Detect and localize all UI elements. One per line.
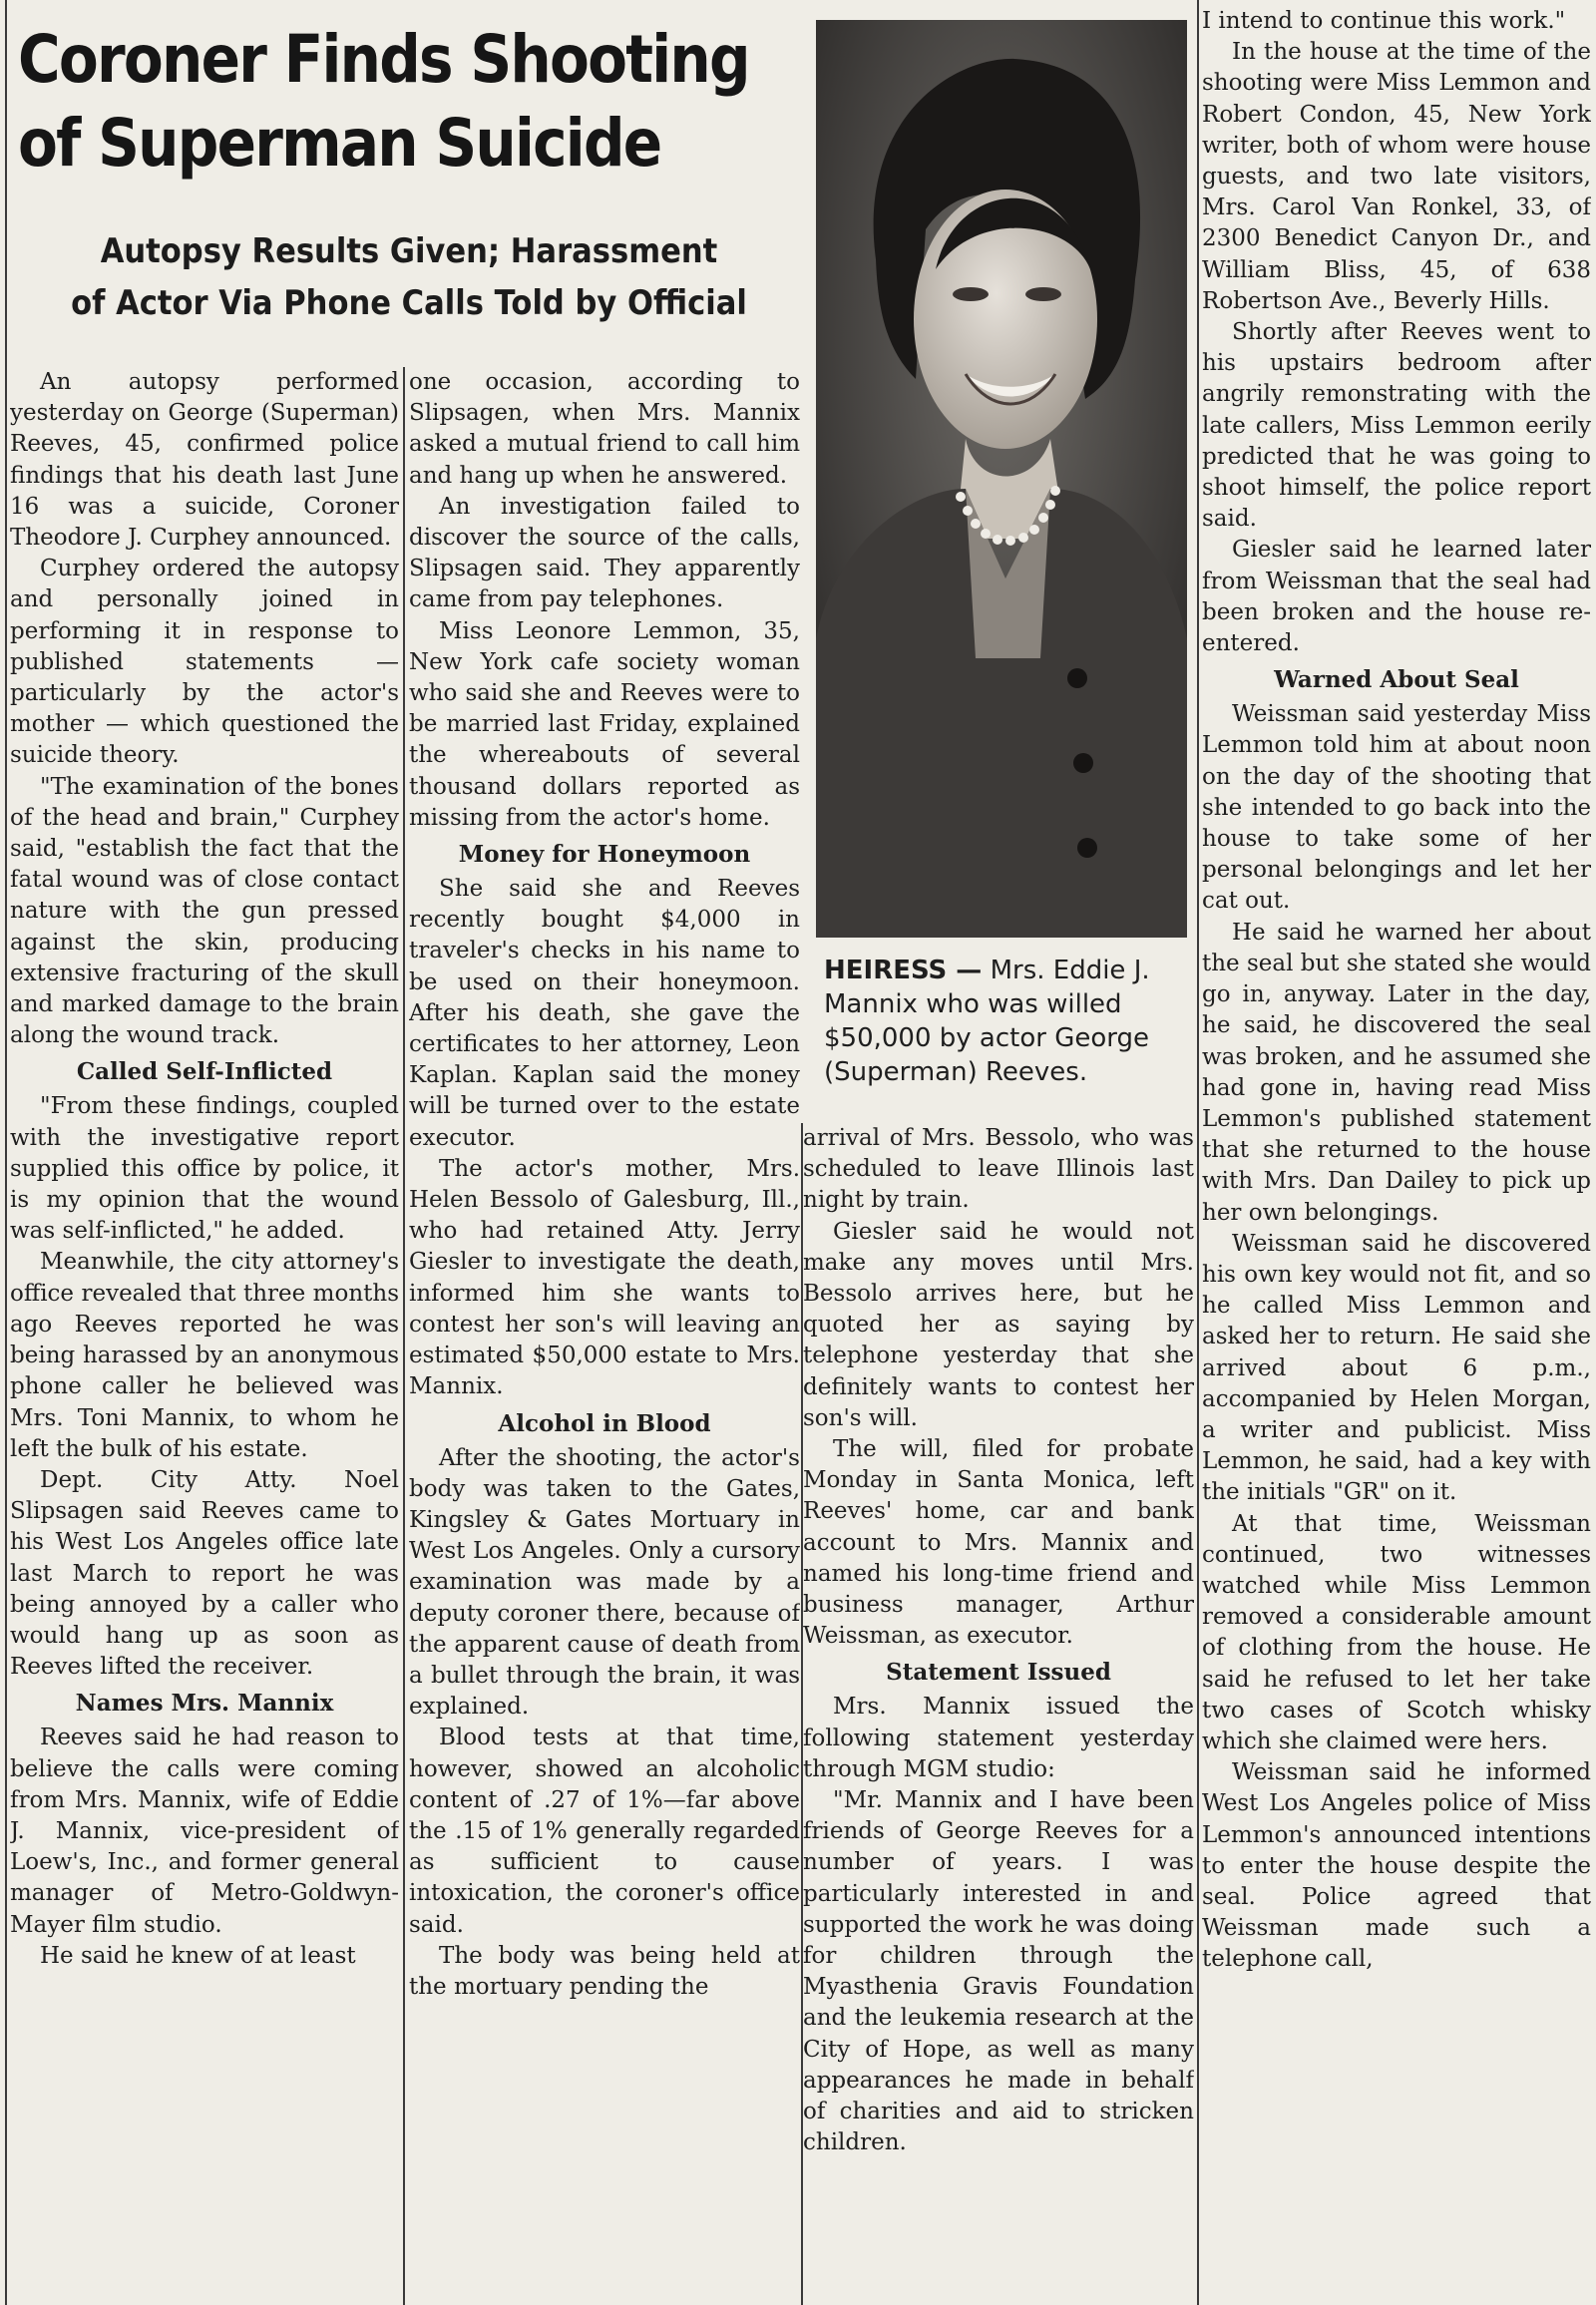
article-paragraph: one occasion, according to Slipsagen, when Mrs. Mannix asked a mutual friend to call him and hang up when he answered. — [409, 369, 800, 489]
article-paragraph: The will, filed for probate Monday in Santa Monica, left Reeves' home, car and bank account to Mrs. Mannix and named his long-time friend and business manager, Arthur Weissman, as executor. — [803, 1436, 1194, 1650]
article-paragraph: "The examination of the bones of the head and brain," Curphey said, "establish the fact that the fatal wound was of close contact nature with the gun pressed against the skin, producing extensive fracturing of the skull and marked damage to the brain along the wound track. — [10, 773, 399, 1049]
portrait-photo — [816, 20, 1187, 938]
article-paragraph: Weissman said he informed West Los Angeles police of Miss Lemmon's announced intentions to enter the house despite the seal. Police agreed that Weissman made such a telephone call, — [1202, 1759, 1591, 1973]
article-paragraph: He said he warned her about the seal but she stated she would go in, anyway. Later in the day, he said, he discovered the seal was broken, and he assumed she had gone in, having read Miss Lemmon's published statement that she returned to the house with Mrs. Dan Dailey to pick up her own belongings. — [1202, 919, 1591, 1226]
article-paragraph: Giesler said he would not make any moves until Mrs. Bessolo arrives here, but he quoted her as saying by telephone yesterday that she definitely wants to contest her son's will. — [803, 1218, 1194, 1431]
article-paragraph: The body was being held at the mortuary pending the — [409, 1942, 800, 2000]
subheadline-line: of Actor Via Phone Calls Told by Official — [71, 283, 747, 323]
headline — [18, 18, 749, 186]
column-rule — [403, 367, 405, 2305]
section-subhead: Names Mrs. Mannix — [75, 1690, 334, 1718]
subheadline — [68, 225, 750, 329]
article-paragraph: Weissman said yesterday Miss Lemmon told him at about noon on the day of the shooting that she intended to go back into the house to take some of her personal belongings and let her cat out. — [1202, 701, 1591, 915]
article-paragraph: In the house at the time of the shooting were Miss Lemmon and Robert Condon, 45, New York writer, both of whom were house guests, and two late visitors, Mrs. Carol Van Ronkel, 33, of 2300 Benedict Canyon Dr., and William Bliss, 45, of 638 Robertson Ave., Beverly Hills. — [1202, 39, 1591, 314]
article-paragraph: "From these findings, coupled with the investigative report supplied this office by police, it is my opinion that the wound was self-inflicted," he added. — [10, 1093, 399, 1245]
caption-lead: HEIRESS — — [824, 956, 983, 985]
article-paragraph: Meanwhile, the city attorney's office revealed that three months ago Reeves reported he was being harassed by an anonymous phone caller he believed was Mrs. Toni Mannix, to whom he left the bulk of his estate. — [10, 1249, 399, 1462]
article-paragraph: "Mr. Mannix and I have been friends of George Reeves for a number of years. I was particularly interested in and supported the work he was doing for children through the Myasthenia Gravis Foundation and the leukemia research at the City of Hope, as well as many appearances he made in behalf of charities and aid to stricken children. — [803, 1787, 1194, 2156]
section-subhead: Money for Honeymoon — [458, 841, 751, 869]
headline-line: Coroner Finds Shooting — [18, 21, 749, 98]
article-paragraph: Miss Leonore Lemmon, 35, New York cafe society woman who said she and Reeves were to be married last Friday, explained the whereabouts of several thousand dollars reported as missing from the actor's home. — [409, 617, 800, 831]
portrait-image — [816, 20, 1187, 938]
section-subhead: Statement Issued — [886, 1659, 1111, 1687]
section-subhead: Warned About Seal — [1274, 666, 1519, 694]
article-paragraph: I intend to continue this work." — [1202, 8, 1566, 34]
article-paragraph: At that time, Weissman continued, two witnesses watched while Miss Lemmon removed a considerable amount of clothing from the house. He said he refused to let her take two cases of Scotch whisky which she claimed were hers. — [1202, 1510, 1591, 1754]
article-paragraph: arrival of Mrs. Bessolo, who was scheduled to leave Illinois last night by train. — [803, 1125, 1194, 1214]
article-paragraph: Weissman said he discovered his own key would not fit, and so he called Miss Lemmon and asked her to return. He said she arrived about 6 p.m., accompanied by Helen Morgan, a writer and publicist. Miss Lemmon, he said, had a key with the initials "GR" on it. — [1202, 1230, 1591, 1506]
article-column-1 — [10, 367, 399, 2305]
subheadline-line: Autopsy Results Given; Harassment — [100, 231, 718, 271]
article-column-3 — [803, 1123, 1194, 2305]
article-paragraph: Reeves said he had reason to believe the calls were coming from Mrs. Mannix, wife of Eddie J. Mannix, vice-president of Loew's, Inc., and former general manager of Metro-Goldwyn-Mayer film studio. — [10, 1725, 399, 1938]
section-subhead: Alcohol in Blood — [498, 1409, 711, 1437]
article-column-2 — [409, 367, 800, 2305]
column-rule — [1197, 0, 1199, 2305]
article-paragraph: She said she and Reeves recently bought $4,000 in traveler's checks in his name to be used on their honeymoon. After his death, she gave the certificates to her attorney, Leon Kaplan. Kaplan said the money will be turned over to the estate executor. — [409, 876, 800, 1151]
article-paragraph: An investigation failed to discover the source of the calls, Slipsagen said. They apparently came from pay telephones. — [409, 493, 800, 613]
article-paragraph: Giesler said he learned later from Weissman that the seal had been broken and the house re-entered. — [1202, 537, 1591, 657]
article-paragraph: Dept. City Atty. Noel Slipsagen said Reeves came to his West Los Angeles office late last March to report he was being annoyed by a caller who would hang up as soon as Reeves lifted the receiver. — [10, 1466, 399, 1681]
column-rule — [5, 0, 7, 2305]
article-paragraph: He said he knew of at least — [40, 1942, 356, 1969]
article-column-4 — [1202, 6, 1591, 2305]
article-paragraph: Curphey ordered the autopsy and personally joined in performing it in response to published statements — particularly by the actor's mother — which questioned the suicide theory. — [10, 556, 399, 769]
article-paragraph: Mrs. Mannix issued the following statement yesterday through MGM studio: — [803, 1694, 1194, 1782]
article-paragraph: An autopsy performed yesterday on George (Superman) Reeves, 45, confirmed police findings that his death last June 16 was a suicide, Coroner Theodore J. Curphey announced. — [10, 369, 399, 552]
article-paragraph: Blood tests at that time, however, showed an alcoholic content of .27 of 1%—far above the .15 of 1% generally regarded as sufficient to cause intoxication, the coroner's office said. — [409, 1725, 800, 1938]
section-subhead: Called Self-Inflicted — [76, 1058, 333, 1086]
headline-line: of Superman Suicide — [18, 105, 661, 182]
article-paragraph: The actor's mother, Mrs. Helen Bessolo of Galesburg, Ill., who had retained Atty. Jerry Giesler to investigate the death, informed him she wants to contest her son's will leaving an estimated $50,000 estate to Mrs. Mannix. — [409, 1155, 800, 1400]
caption-text: Mrs. Eddie J. Mannix who was willed $50,000 by actor George (Superman) Reeves. — [824, 956, 1150, 1087]
article-paragraph: After the shooting, the actor's body was taken to the Gates, Kingsley & Gates Mortuary in West Los Angeles. Only a cursory examination was made by a deputy coroner there, because of the apparent cause of death from a bullet through the brain, it was explained. — [409, 1444, 800, 1721]
article-paragraph: Shortly after Reeves went to his upstairs bedroom after angrily remonstrating with the late callers, Miss Lemmon eerily predicted that he was going to shoot himself, the police report said. — [1202, 319, 1591, 533]
photo-caption — [824, 954, 1183, 1089]
